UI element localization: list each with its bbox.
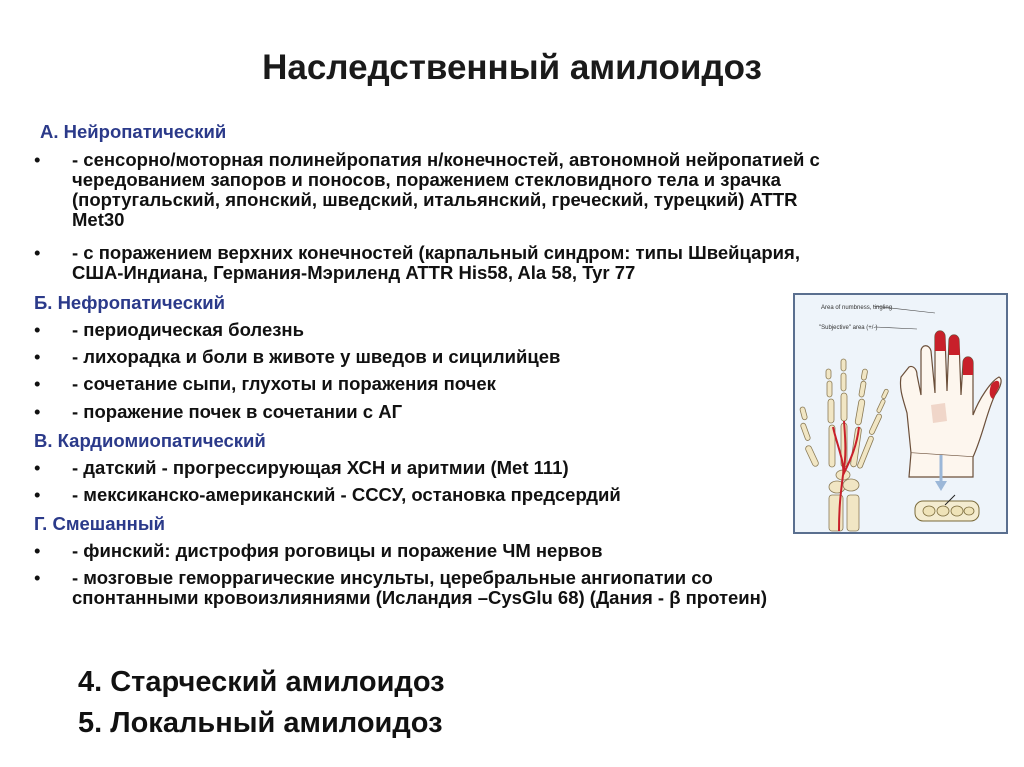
carpal-bones-drawing	[915, 495, 979, 521]
footer-local-amyloidosis: 5. Локальный амилоидоз	[78, 707, 443, 739]
hand-illustration	[793, 293, 1008, 534]
footer-senile-amyloidosis: 4. Старческий амилоидоз	[78, 666, 445, 698]
label-subjective: "Subjective" area (+/-)	[819, 325, 878, 331]
section-heading-nephropathic: Б. Нефропатический	[34, 292, 225, 313]
leader-line	[875, 327, 917, 329]
palm-drawing	[900, 331, 1001, 477]
bullet: •	[34, 540, 41, 561]
list-item-text: - периодическая болезнь	[72, 319, 304, 340]
list-item-text: - сочетание сыпи, глухоты и поражения почек	[72, 373, 496, 394]
section-heading-cardiomyopathic: В. Кардиомиопатический	[34, 430, 266, 451]
hand-diagram	[795, 295, 1006, 532]
list-item-text: - мозговые геморрагические инсульты, церебральные ангиопатии со спонтанными кровоизлияниями (Исландия –CysGlu 68) (Дания - β протеин)	[72, 567, 768, 608]
list-item-text: - сенсорно/моторная полинейропатия н/конечностей, автономной нейропатией с чередованием запоров и поносов, поражением стекловидного тела и зрачка (португальский, японский, шведский, итальянский, греческий, турецкий) ATTR Met30	[72, 149, 820, 230]
list-item-text: - поражение почек в сочетании с АГ	[72, 401, 403, 422]
bullet: •	[34, 346, 41, 367]
list-item-text: - финский: дистрофия роговицы и поражение ЧМ нервов	[72, 540, 603, 561]
bullet: •	[34, 567, 41, 588]
bullet: •	[34, 149, 41, 170]
section-heading-neuropathic: А. Нейропатический	[40, 121, 227, 142]
list-item-text: - мексиканско-американский - СССУ, остановка предсердий	[72, 484, 621, 505]
bullet: •	[34, 457, 41, 478]
list-item-text: - с поражением верхних конечностей (карпальный синдром: типы Швейцария, США-Индиана, Германия-Мэриленд ATTR His58, Ala 58, Tyr 77	[72, 242, 800, 283]
bullet: •	[34, 319, 41, 340]
list-item-text: - датский - прогрессирующая ХСН и аритмии (Met 111)	[72, 457, 569, 478]
list-item	[34, 150, 994, 232]
bullet: •	[34, 242, 41, 263]
list-item	[34, 568, 994, 610]
bullet: •	[34, 401, 41, 422]
list-item-text: - лихорадка и боли в животе у шведов и сицилийцев	[72, 346, 561, 367]
label-numbness: Area of numbness, tingling	[821, 305, 893, 311]
bullet: •	[34, 373, 41, 394]
slide-title: Наследственный амилоидоз	[262, 48, 762, 87]
section-heading-mixed: Г. Смешанный	[34, 513, 166, 534]
bullet: •	[34, 484, 41, 505]
list-item	[34, 243, 994, 285]
